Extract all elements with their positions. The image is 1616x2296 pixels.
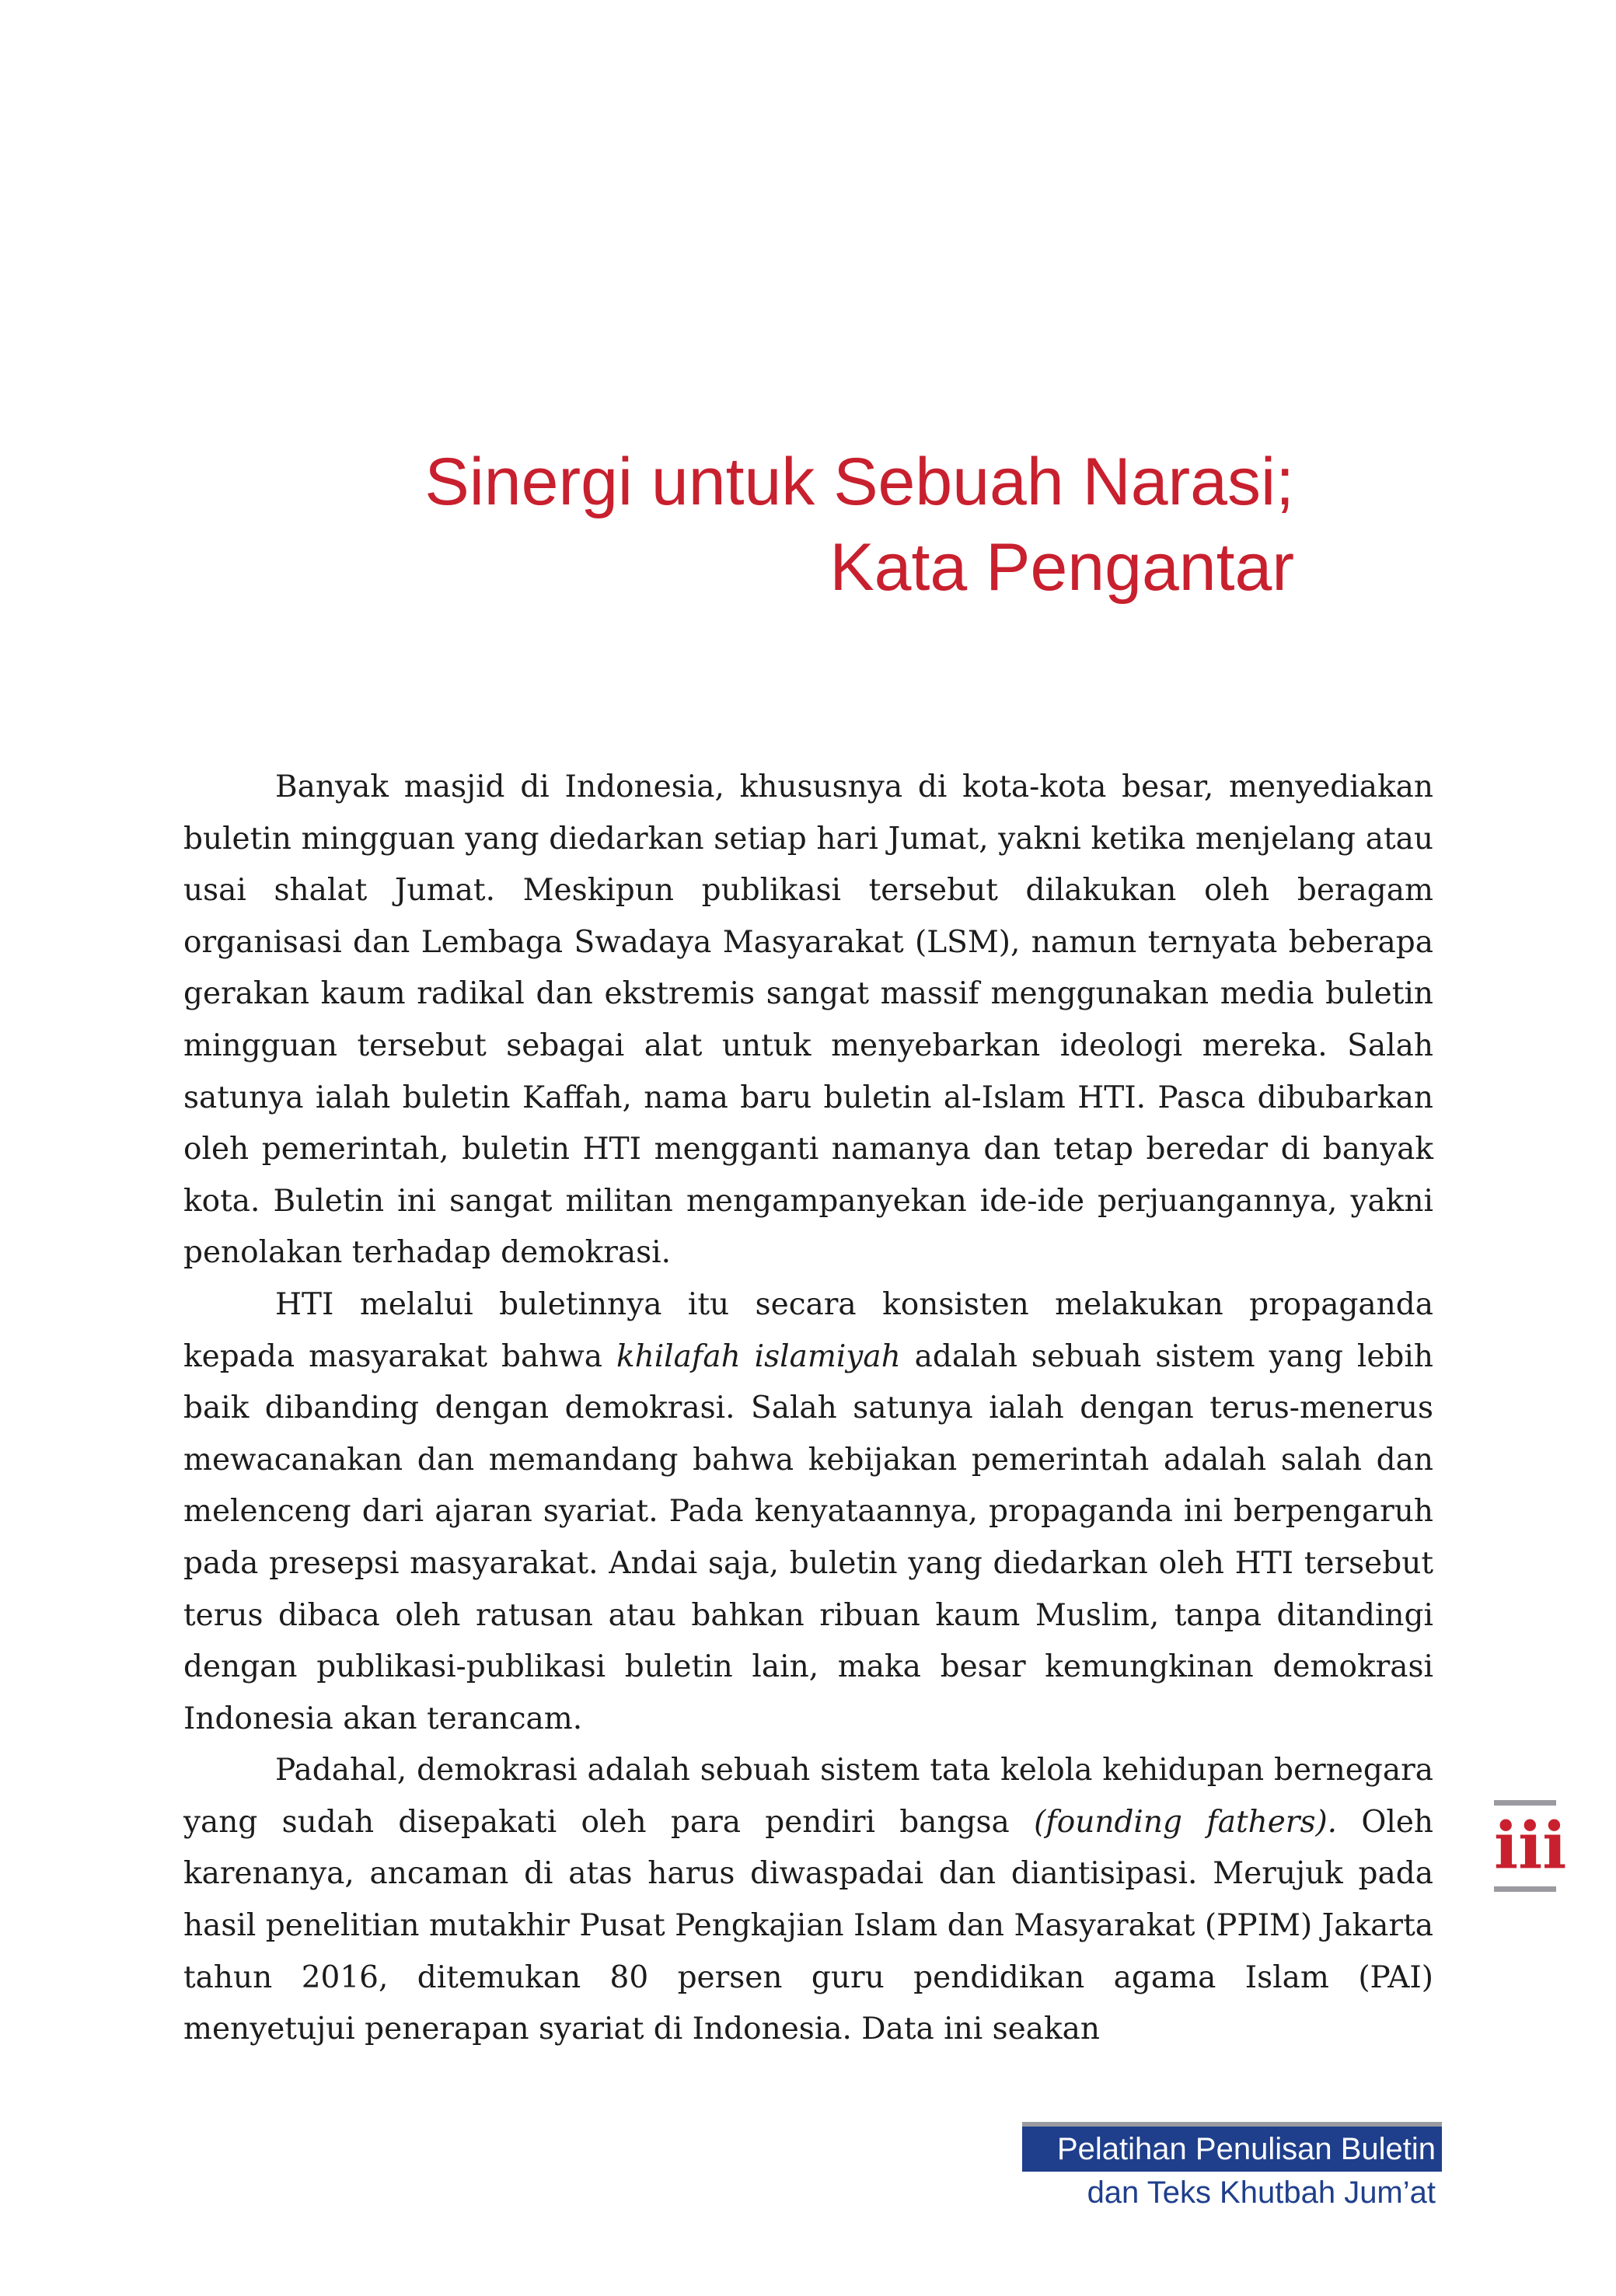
paragraph-3-text-b: Oleh karenanya, ancaman di atas harus diwaspadai dan diantisipasi. Merujuk pada hasil penelitian mutakhir Pusat Pengkajian Islam dan Masyarakat (PPIM) Jakarta tahun 2016, ditemukan 80 persen guru pendidikan agama Islam (PAI) menyetujui penerapan syariat di Indonesia. Data ini seakan xyxy=(183,1804,1434,2047)
paragraph-3-text-a: Padahal, demokrasi adalah sebuah sistem tata kelola kehidupan bernegara yang sudah disepakati oleh para pendiri bangsa xyxy=(183,1753,1433,1840)
footer-line-1: Pelatihan Penulisan Buletin xyxy=(1022,2127,1442,2172)
footer-line-2: dan Teks Khutbah Jum’at xyxy=(1087,2176,1436,2210)
title-line-2: Kata Pengantar xyxy=(829,530,1294,605)
body-text xyxy=(183,762,1433,2056)
paragraph-3 xyxy=(183,1745,1433,2056)
running-footer xyxy=(1022,2122,1442,2214)
page-number: iii xyxy=(1494,1809,1567,1883)
page-number-top-rule xyxy=(1494,1800,1556,1806)
page-title xyxy=(424,439,1294,610)
paragraph-2 xyxy=(183,1279,1433,1745)
page-number-marker xyxy=(1494,1800,1567,1892)
title-line-1: Sinergi untuk Sebuah Narasi; xyxy=(424,445,1294,519)
paragraph-2-italic: khilafah islamiyah xyxy=(616,1338,901,1374)
page-number-bottom-rule xyxy=(1494,1886,1556,1892)
paragraph-1: Banyak masjid di Indonesia, khususnya di kota-kota besar, menyediakan buletin mingguan yang diedarkan setiap hari Jumat, yakni ketika menjelang atau usai shalat Jumat. Meskipun publikasi tersebut dilakukan oleh beragam organisasi dan Lembaga Swadaya Masyarakat (LSM), namun ternyata beberapa gerakan kaum radikal dan ekstremis sangat massif menggunakan media buletin mingguan tersebut sebagai alat untuk menyebarkan ideologi mereka. Salah satunya ialah buletin Kaffah, nama baru buletin al-Islam HTI. Pasca dibubarkan oleh pemerintah, buletin HTI mengganti namanya dan tetap beredar di banyak kota. Buletin ini sangat militan mengampanyekan ide-ide perjuangannya, yakni penolakan terhadap demokrasi. xyxy=(183,769,1433,1271)
paragraph-2-text-b: adalah sebuah sistem yang lebih baik dibanding dengan demokrasi. Salah satunya ialah dengan terus-menerus mewacanakan dan memandang bahwa kebijakan pemerintah adalah salah dan melenceng dari ajaran syariat. Pada kenyataannya, propaganda ini berpengaruh pada presepsi masyarakat. Andai saja, buletin yang diedarkan oleh HTI tersebut terus dibaca oleh ratusan atau bahkan ribuan kaum Muslim, tanpa ditandingi dengan publikasi-publikasi buletin lain, maka besar kemungkinan demokrasi Indonesia akan terancam. xyxy=(183,1338,1433,1736)
paragraph-2-text-a: HTI melalui buletinnya itu secara konsisten melakukan propaganda kepada masyarakat bahwa xyxy=(183,1286,1433,1374)
paragraph-3-italic: (founding fathers). xyxy=(1034,1804,1338,1840)
